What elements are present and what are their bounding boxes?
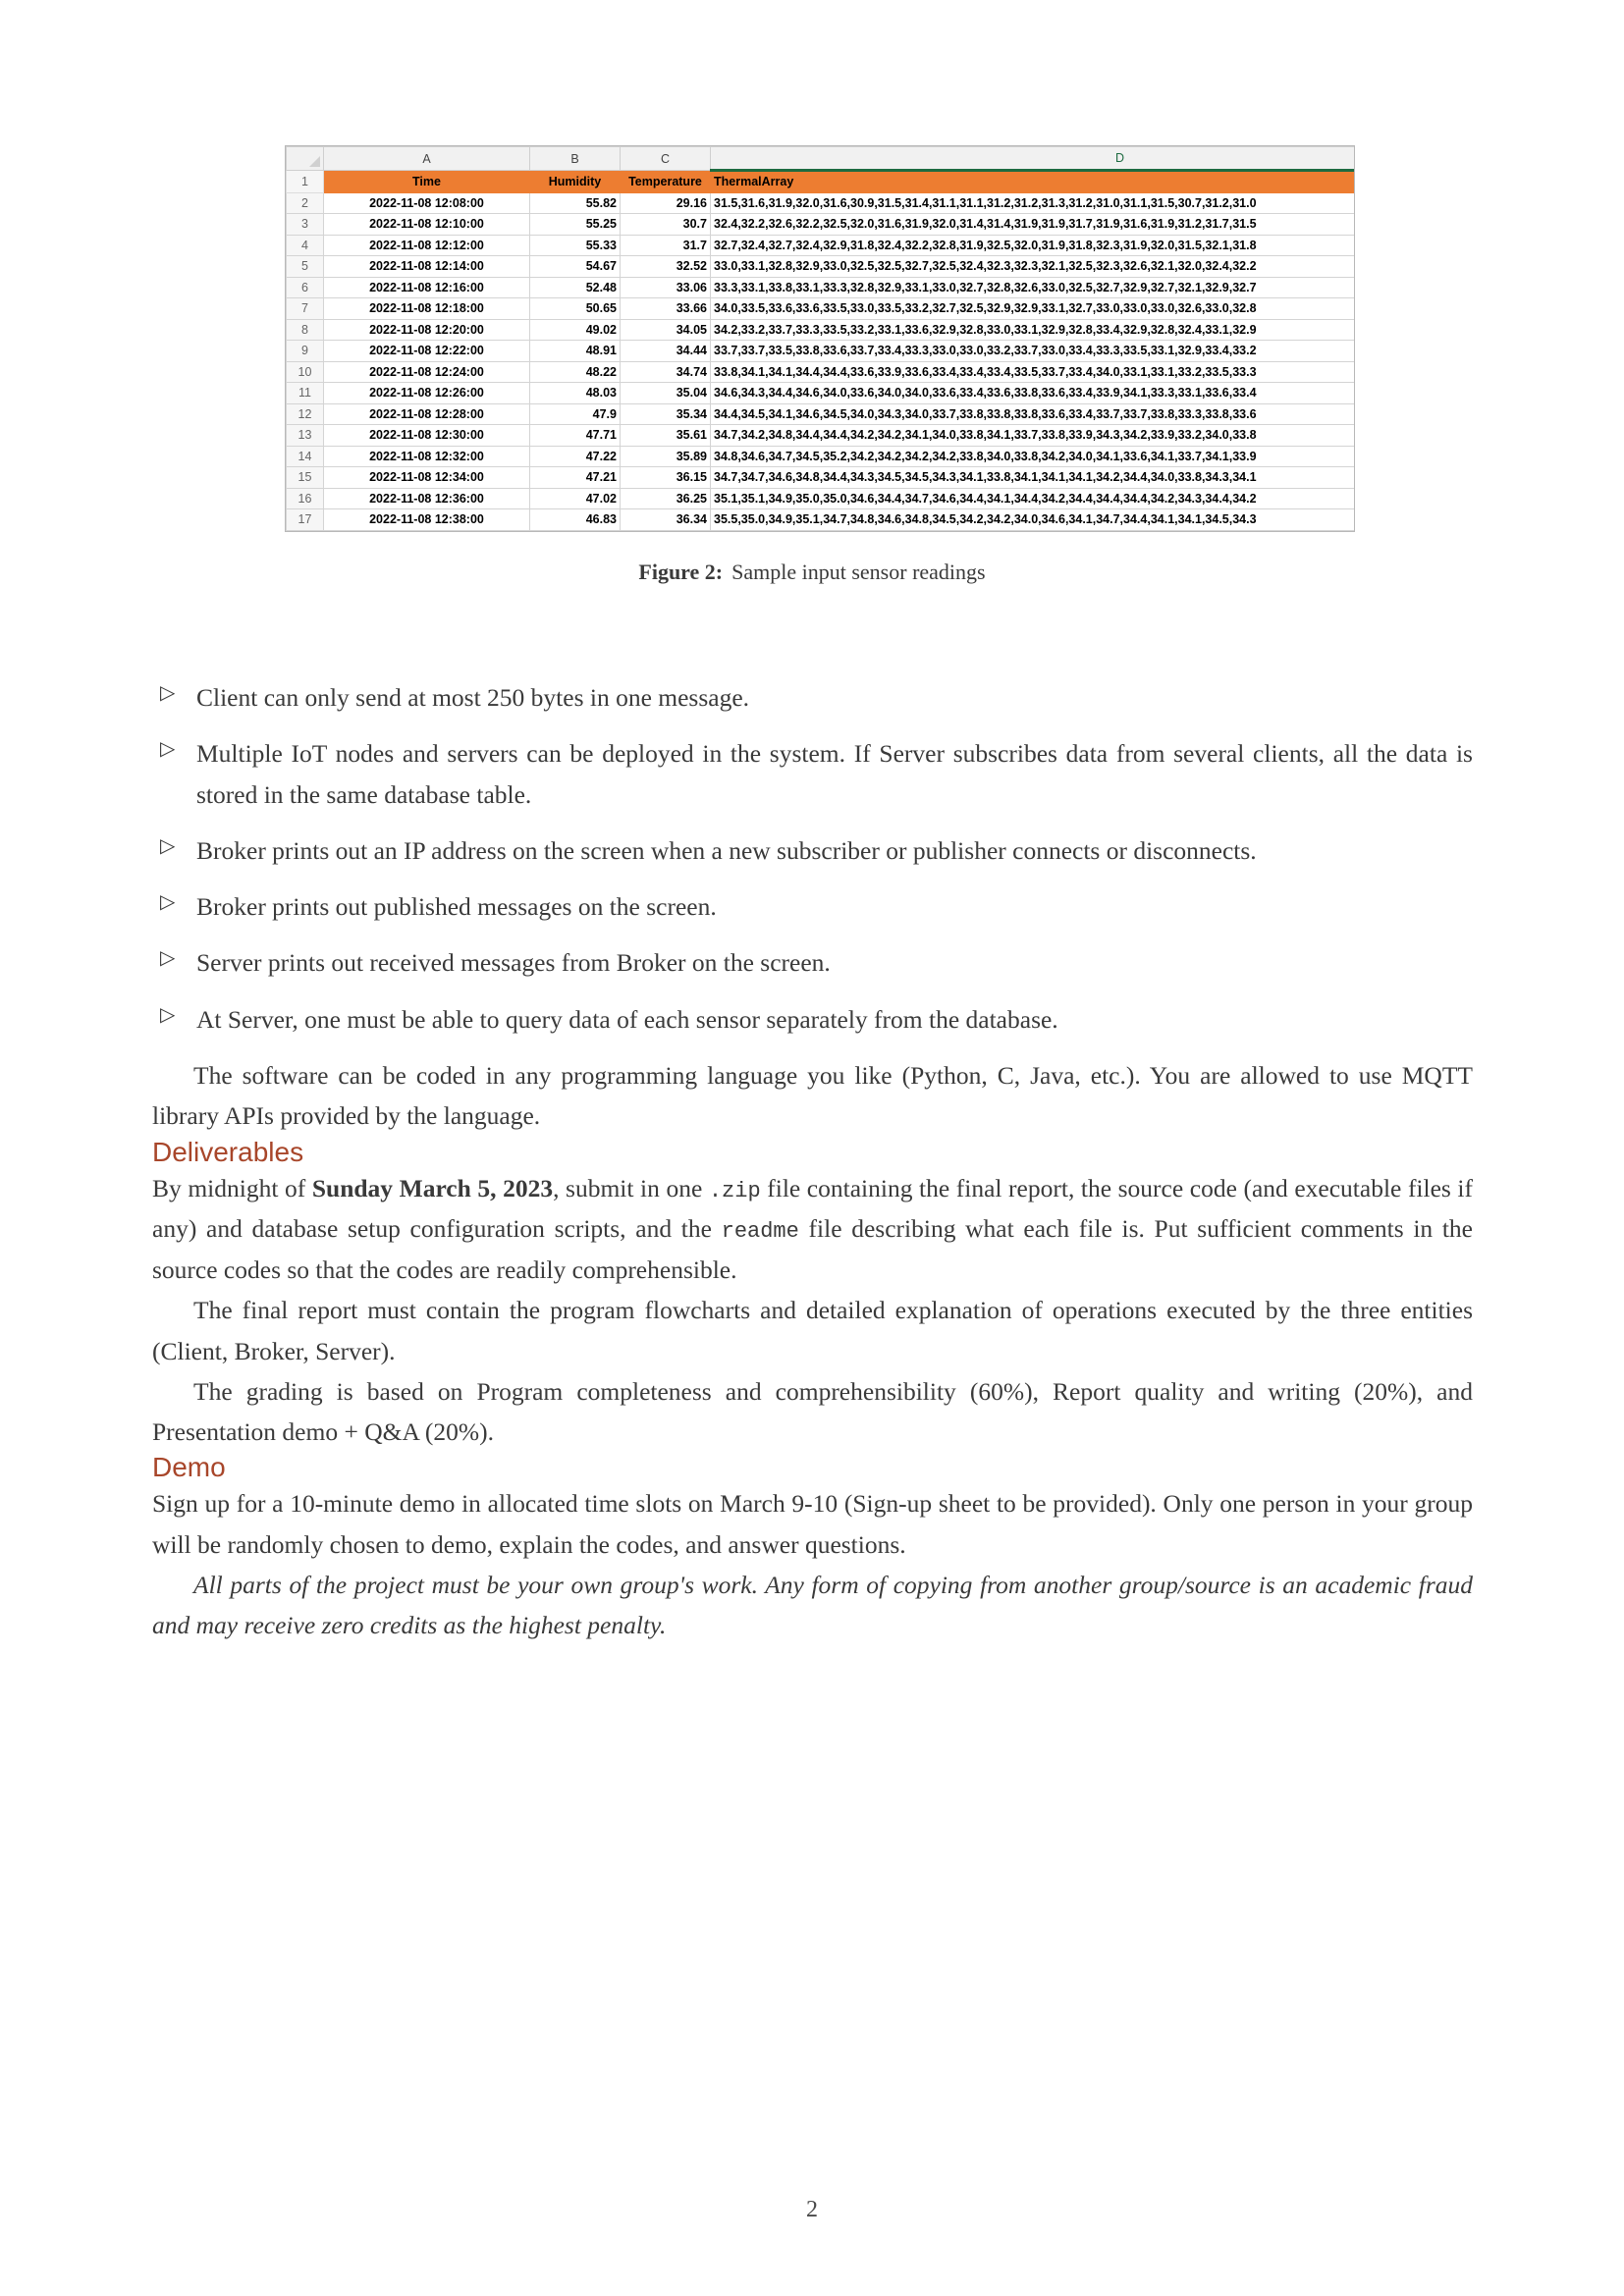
cell-time[interactable]: 2022-11-08 12:08:00 — [324, 192, 530, 214]
cell-humidity[interactable]: 55.82 — [530, 192, 621, 214]
row-number[interactable]: 5 — [287, 256, 324, 278]
cell-thermalarray[interactable]: 33.3,33.1,33.8,33.1,33.3,32.8,32.9,33.1,33.0,32.7,32.8,32.6,33.0,32.5,32.7,32.9,32.7,32.1,32.9,32.7 — [711, 277, 1356, 298]
cell-temperature[interactable]: 36.34 — [621, 509, 711, 531]
table-row — [287, 467, 1356, 489]
deliverables-paragraph-1 — [152, 1168, 1473, 1291]
row-number[interactable]: 2 — [287, 192, 324, 214]
cell-humidity[interactable]: 48.03 — [530, 383, 621, 404]
list-item-text: At Server, one must be able to query data of each sensor separately from the database. — [196, 1004, 1058, 1034]
row-number[interactable]: 1 — [287, 171, 324, 193]
triangle-bullet-icon: ▷ — [160, 1003, 176, 1026]
row-number[interactable]: 3 — [287, 214, 324, 236]
cell-time[interactable]: 2022-11-08 12:30:00 — [324, 425, 530, 447]
cell-humidity[interactable]: 54.67 — [530, 256, 621, 278]
list-item-text: Multiple IoT nodes and servers can be deployed in the system. If Server subscribes data from several clients, all the data is stored in the same database table. — [196, 739, 1473, 809]
header-cell-humidity[interactable]: Humidity — [530, 171, 621, 193]
table-row — [287, 235, 1356, 256]
table-row — [287, 361, 1356, 383]
requirements-list — [152, 677, 1473, 1040]
row-number[interactable]: 9 — [287, 341, 324, 362]
cell-temperature[interactable]: 35.61 — [621, 425, 711, 447]
cell-thermalarray[interactable]: 32.7,32.4,32.7,32.4,32.9,31.8,32.4,32.2,32.8,31.9,32.5,32.0,31.9,31.8,32.3,31.9,32.0,31.5,32.1,31.8 — [711, 235, 1356, 256]
header-cell-time[interactable]: Time — [324, 171, 530, 193]
corner-triangle-icon — [309, 156, 320, 167]
column-header-a[interactable]: A — [324, 147, 530, 171]
table-row — [287, 256, 1356, 278]
cell-thermalarray[interactable]: 34.2,33.2,33.7,33.3,33.5,33.2,33.1,33.6,32.9,32.8,33.0,33.1,32.9,32.8,33.4,32.9,32.8,32.4,33.1,32.9 — [711, 319, 1356, 341]
cell-temperature[interactable]: 35.34 — [621, 403, 711, 425]
cell-thermalarray[interactable]: 34.8,34.6,34.7,34.5,35.2,34.2,34.2,34.2,34.2,33.8,34.0,33.8,34.2,34.0,34.1,33.6,34.1,33.7,34.1,33.9 — [711, 446, 1356, 467]
row-number[interactable]: 17 — [287, 509, 324, 531]
row-number[interactable]: 7 — [287, 298, 324, 320]
cell-thermalarray[interactable]: 31.5,31.6,31.9,32.0,31.6,30.9,31.5,31.4,31.1,31.1,31.2,31.2,31.3,31.2,31.0,31.1,31.5,30.7,31.2,31.0 — [711, 192, 1356, 214]
spreadsheet-body — [287, 171, 1356, 531]
table-row — [287, 192, 1356, 214]
demo-heading: Demo — [152, 1452, 226, 1483]
cell-time[interactable]: 2022-11-08 12:22:00 — [324, 341, 530, 362]
cell-time[interactable]: 2022-11-08 12:14:00 — [324, 256, 530, 278]
cell-time[interactable]: 2022-11-08 12:20:00 — [324, 319, 530, 341]
table-row — [287, 277, 1356, 298]
column-letter-row — [287, 147, 1356, 171]
column-header-c[interactable]: C — [621, 147, 711, 171]
cell-temperature[interactable]: 35.89 — [621, 446, 711, 467]
row-number[interactable]: 16 — [287, 488, 324, 509]
cell-thermalarray[interactable]: 35.1,35.1,34.9,35.0,35.0,34.6,34.4,34.7,34.6,34.4,34.1,34.4,34.2,34.4,34.4,34.4,34.2,34.3,34.4,34.2 — [711, 488, 1356, 509]
cell-time[interactable]: 2022-11-08 12:18:00 — [324, 298, 530, 320]
cell-time[interactable]: 2022-11-08 12:34:00 — [324, 467, 530, 489]
triangle-bullet-icon: ▷ — [160, 947, 176, 970]
header-cell-thermalarray[interactable]: ThermalArray — [711, 171, 1356, 193]
spreadsheet-table — [286, 146, 1355, 531]
list-item — [152, 733, 1473, 815]
cell-temperature[interactable]: 33.66 — [621, 298, 711, 320]
submission-deadline: Sunday March 5, 2023 — [311, 1173, 554, 1202]
cell-humidity[interactable]: 52.48 — [530, 277, 621, 298]
table-row — [287, 509, 1356, 531]
row-number[interactable]: 15 — [287, 467, 324, 489]
readme-filename: readme — [721, 1219, 799, 1245]
triangle-bullet-icon: ▷ — [160, 834, 176, 857]
cell-thermalarray[interactable]: 35.5,35.0,34.9,35.1,34.7,34.8,34.6,34.8,34.5,34.2,34.2,34.0,34.6,34.1,34.7,34.4,34.1,34.1,34.5,34.3 — [711, 509, 1356, 531]
triangle-bullet-icon: ▷ — [160, 682, 176, 704]
cell-time[interactable]: 2022-11-08 12:38:00 — [324, 509, 530, 531]
cell-temperature[interactable]: 36.15 — [621, 467, 711, 489]
table-row — [287, 403, 1356, 425]
row-number[interactable]: 8 — [287, 319, 324, 341]
table-row — [287, 425, 1356, 447]
cell-time[interactable]: 2022-11-08 12:16:00 — [324, 277, 530, 298]
cell-humidity[interactable]: 47.9 — [530, 403, 621, 425]
cell-time[interactable]: 2022-11-08 12:32:00 — [324, 446, 530, 467]
list-item — [152, 886, 1473, 927]
row-number[interactable]: 12 — [287, 403, 324, 425]
cell-thermalarray[interactable]: 34.4,34.5,34.1,34.6,34.5,34.0,34.3,34.0,33.7,33.8,33.8,33.8,33.6,33.4,33.7,33.7,33.8,33.3,33.8,33.6 — [711, 403, 1356, 425]
cell-thermalarray[interactable]: 34.0,33.5,33.6,33.6,33.5,33.0,33.5,33.2,32.7,32.5,32.9,32.9,33.1,32.7,33.0,33.0,33.0,32.6,33.0,32.8 — [711, 298, 1356, 320]
cell-temperature[interactable]: 33.06 — [621, 277, 711, 298]
cell-humidity[interactable]: 47.02 — [530, 488, 621, 509]
deliverables-p1-mid: file containing the final report, the source code (and executable files if any) and database setup configuration scripts, and the — [152, 1173, 1473, 1244]
cell-thermalarray[interactable]: 34.7,34.7,34.6,34.8,34.4,34.3,34.5,34.5,34.3,34.1,33.8,34.1,34.1,34.1,34.2,34.4,34.0,33.8,34.3,34.1 — [711, 467, 1356, 489]
deliverables-heading: Deliverables — [152, 1136, 304, 1167]
row-number[interactable]: 6 — [287, 277, 324, 298]
cell-temperature[interactable]: 30.7 — [621, 214, 711, 236]
cell-humidity[interactable]: 47.71 — [530, 425, 621, 447]
triangle-bullet-icon: ▷ — [160, 891, 176, 914]
list-item — [152, 677, 1473, 718]
cell-thermalarray[interactable]: 33.7,33.7,33.5,33.8,33.6,33.7,33.4,33.3,33.0,33.0,33.2,33.7,33.0,33.4,33.3,33.5,33.1,32.9,33.4,33.2 — [711, 341, 1356, 362]
cell-time[interactable]: 2022-11-08 12:26:00 — [324, 383, 530, 404]
cell-thermalarray[interactable]: 34.6,34.3,34.4,34.6,34.0,33.6,34.0,34.0,33.6,33.4,33.6,33.8,33.6,33.4,33.9,34.1,33.3,33.1,33.6,33.4 — [711, 383, 1356, 404]
list-item-text: Broker prints out published messages on the screen. — [196, 892, 717, 922]
cell-humidity[interactable]: 48.91 — [530, 341, 621, 362]
cell-time[interactable]: 2022-11-08 12:24:00 — [324, 361, 530, 383]
deliverables-paragraph-3: The grading is based on Program completeness and comprehensibility (60%), Report quality and writing (20%), and Presentation demo + Q&A (20%). — [152, 1376, 1473, 1447]
document-body — [152, 677, 1473, 1646]
cell-humidity[interactable]: 55.33 — [530, 235, 621, 256]
cell-thermalarray[interactable]: 34.7,34.2,34.8,34.4,34.4,34.2,34.2,34.1,34.0,33.8,34.1,33.7,33.8,33.9,34.3,34.2,33.9,33.2,34.0,33.8 — [711, 425, 1356, 447]
table-row — [287, 488, 1356, 509]
cell-humidity[interactable]: 50.65 — [530, 298, 621, 320]
table-row — [287, 214, 1356, 236]
figure-caption — [0, 560, 1624, 585]
academic-integrity-notice: All parts of the project must be your own group's work. Any form of copying from another group/source is an academic fraud and may receive zero credits as the highest penalty. — [152, 1571, 1473, 1640]
cell-temperature[interactable]: 32.52 — [621, 256, 711, 278]
row-number[interactable]: 13 — [287, 425, 324, 447]
figure-caption-label: Figure 2: — [638, 559, 724, 584]
zip-extension: .zip — [708, 1178, 761, 1203]
cell-humidity[interactable]: 49.02 — [530, 319, 621, 341]
triangle-bullet-icon: ▷ — [160, 738, 176, 761]
cell-temperature[interactable]: 31.7 — [621, 235, 711, 256]
cell-temperature[interactable]: 34.05 — [621, 319, 711, 341]
cell-humidity[interactable]: 55.25 — [530, 214, 621, 236]
table-row — [287, 298, 1356, 320]
cell-temperature[interactable]: 34.74 — [621, 361, 711, 383]
cell-humidity[interactable]: 47.21 — [530, 467, 621, 489]
column-header-b[interactable]: B — [530, 147, 621, 171]
table-row — [287, 383, 1356, 404]
row-number[interactable]: 10 — [287, 361, 324, 383]
cell-time[interactable]: 2022-11-08 12:28:00 — [324, 403, 530, 425]
cell-thermalarray[interactable]: 33.0,33.1,32.8,32.9,33.0,32.5,32.5,32.7,32.5,32.4,32.3,32.3,32.1,32.5,32.3,32.6,32.1,32.0,32.4,32.2 — [711, 256, 1356, 278]
table-row — [287, 319, 1356, 341]
table-row — [287, 446, 1356, 467]
cell-time[interactable]: 2022-11-08 12:10:00 — [324, 214, 530, 236]
deliverables-paragraph-2: The final report must contain the program flowcharts and detailed explanation of operations executed by the three entities (Client, Broker, Server). — [152, 1296, 1473, 1365]
cell-temperature[interactable]: 35.04 — [621, 383, 711, 404]
header-cell-temperature[interactable]: Temperature — [621, 171, 711, 193]
cell-time[interactable]: 2022-11-08 12:36:00 — [324, 488, 530, 509]
list-item — [152, 942, 1473, 983]
select-all-corner[interactable] — [287, 147, 324, 171]
spreadsheet-screenshot — [285, 145, 1355, 532]
cell-humidity[interactable]: 47.22 — [530, 446, 621, 467]
list-item-text: Client can only send at most 250 bytes in one message. — [196, 683, 750, 712]
deliverables-p1-pre: By midnight of — [152, 1173, 312, 1202]
figure-caption-text: Sample input sensor readings — [731, 559, 986, 584]
list-item — [152, 830, 1473, 871]
deliverables-p1-tail: file describing what each file is. Put sufficient comments in the source codes so that the codes are readily comprehensible. — [152, 1214, 1474, 1284]
table-row — [287, 171, 1356, 193]
software-note-paragraph: The software can be coded in any programming language you like (Python, C, Java, etc.). You are allowed to use MQTT library APIs provided by the language. — [152, 1061, 1473, 1131]
cell-thermalarray[interactable]: 32.4,32.2,32.6,32.2,32.5,32.0,31.6,31.9,32.0,31.4,31.4,31.9,31.9,31.7,31.9,31.6,31.9,31.2,31.7,31.5 — [711, 214, 1356, 236]
list-item — [152, 999, 1473, 1040]
page-number: 2 — [806, 2197, 818, 2222]
deliverables-p1-post: , submit in one — [553, 1173, 709, 1202]
cell-humidity[interactable]: 48.22 — [530, 361, 621, 383]
row-number[interactable]: 14 — [287, 446, 324, 467]
cell-temperature[interactable]: 36.25 — [621, 488, 711, 509]
list-item-text: Server prints out received messages from Broker on the screen. — [196, 948, 831, 978]
cell-humidity[interactable]: 46.83 — [530, 509, 621, 531]
list-item-text: Broker prints out an IP address on the screen when a new subscriber or publisher connects or disconnects. — [196, 835, 1257, 865]
column-header-d[interactable]: D — [711, 147, 1356, 171]
cell-temperature[interactable]: 29.16 — [621, 192, 711, 214]
row-number[interactable]: 11 — [287, 383, 324, 404]
cell-temperature[interactable]: 34.44 — [621, 341, 711, 362]
cell-thermalarray[interactable]: 33.8,34.1,34.1,34.4,34.4,33.6,33.9,33.6,33.4,33.4,33.4,33.5,33.7,33.4,34.0,33.1,33.1,33.2,33.5,33.3 — [711, 361, 1356, 383]
row-number[interactable]: 4 — [287, 235, 324, 256]
table-row — [287, 341, 1356, 362]
demo-paragraph-1: Sign up for a 10-minute demo in allocated time slots on March 9-10 (Sign-up sheet to be provided). Only one person in your group will be randomly chosen to demo, explain the codes, and answer questions. — [152, 1489, 1473, 1559]
figure-2-block — [0, 145, 1624, 585]
cell-time[interactable]: 2022-11-08 12:12:00 — [324, 235, 530, 256]
